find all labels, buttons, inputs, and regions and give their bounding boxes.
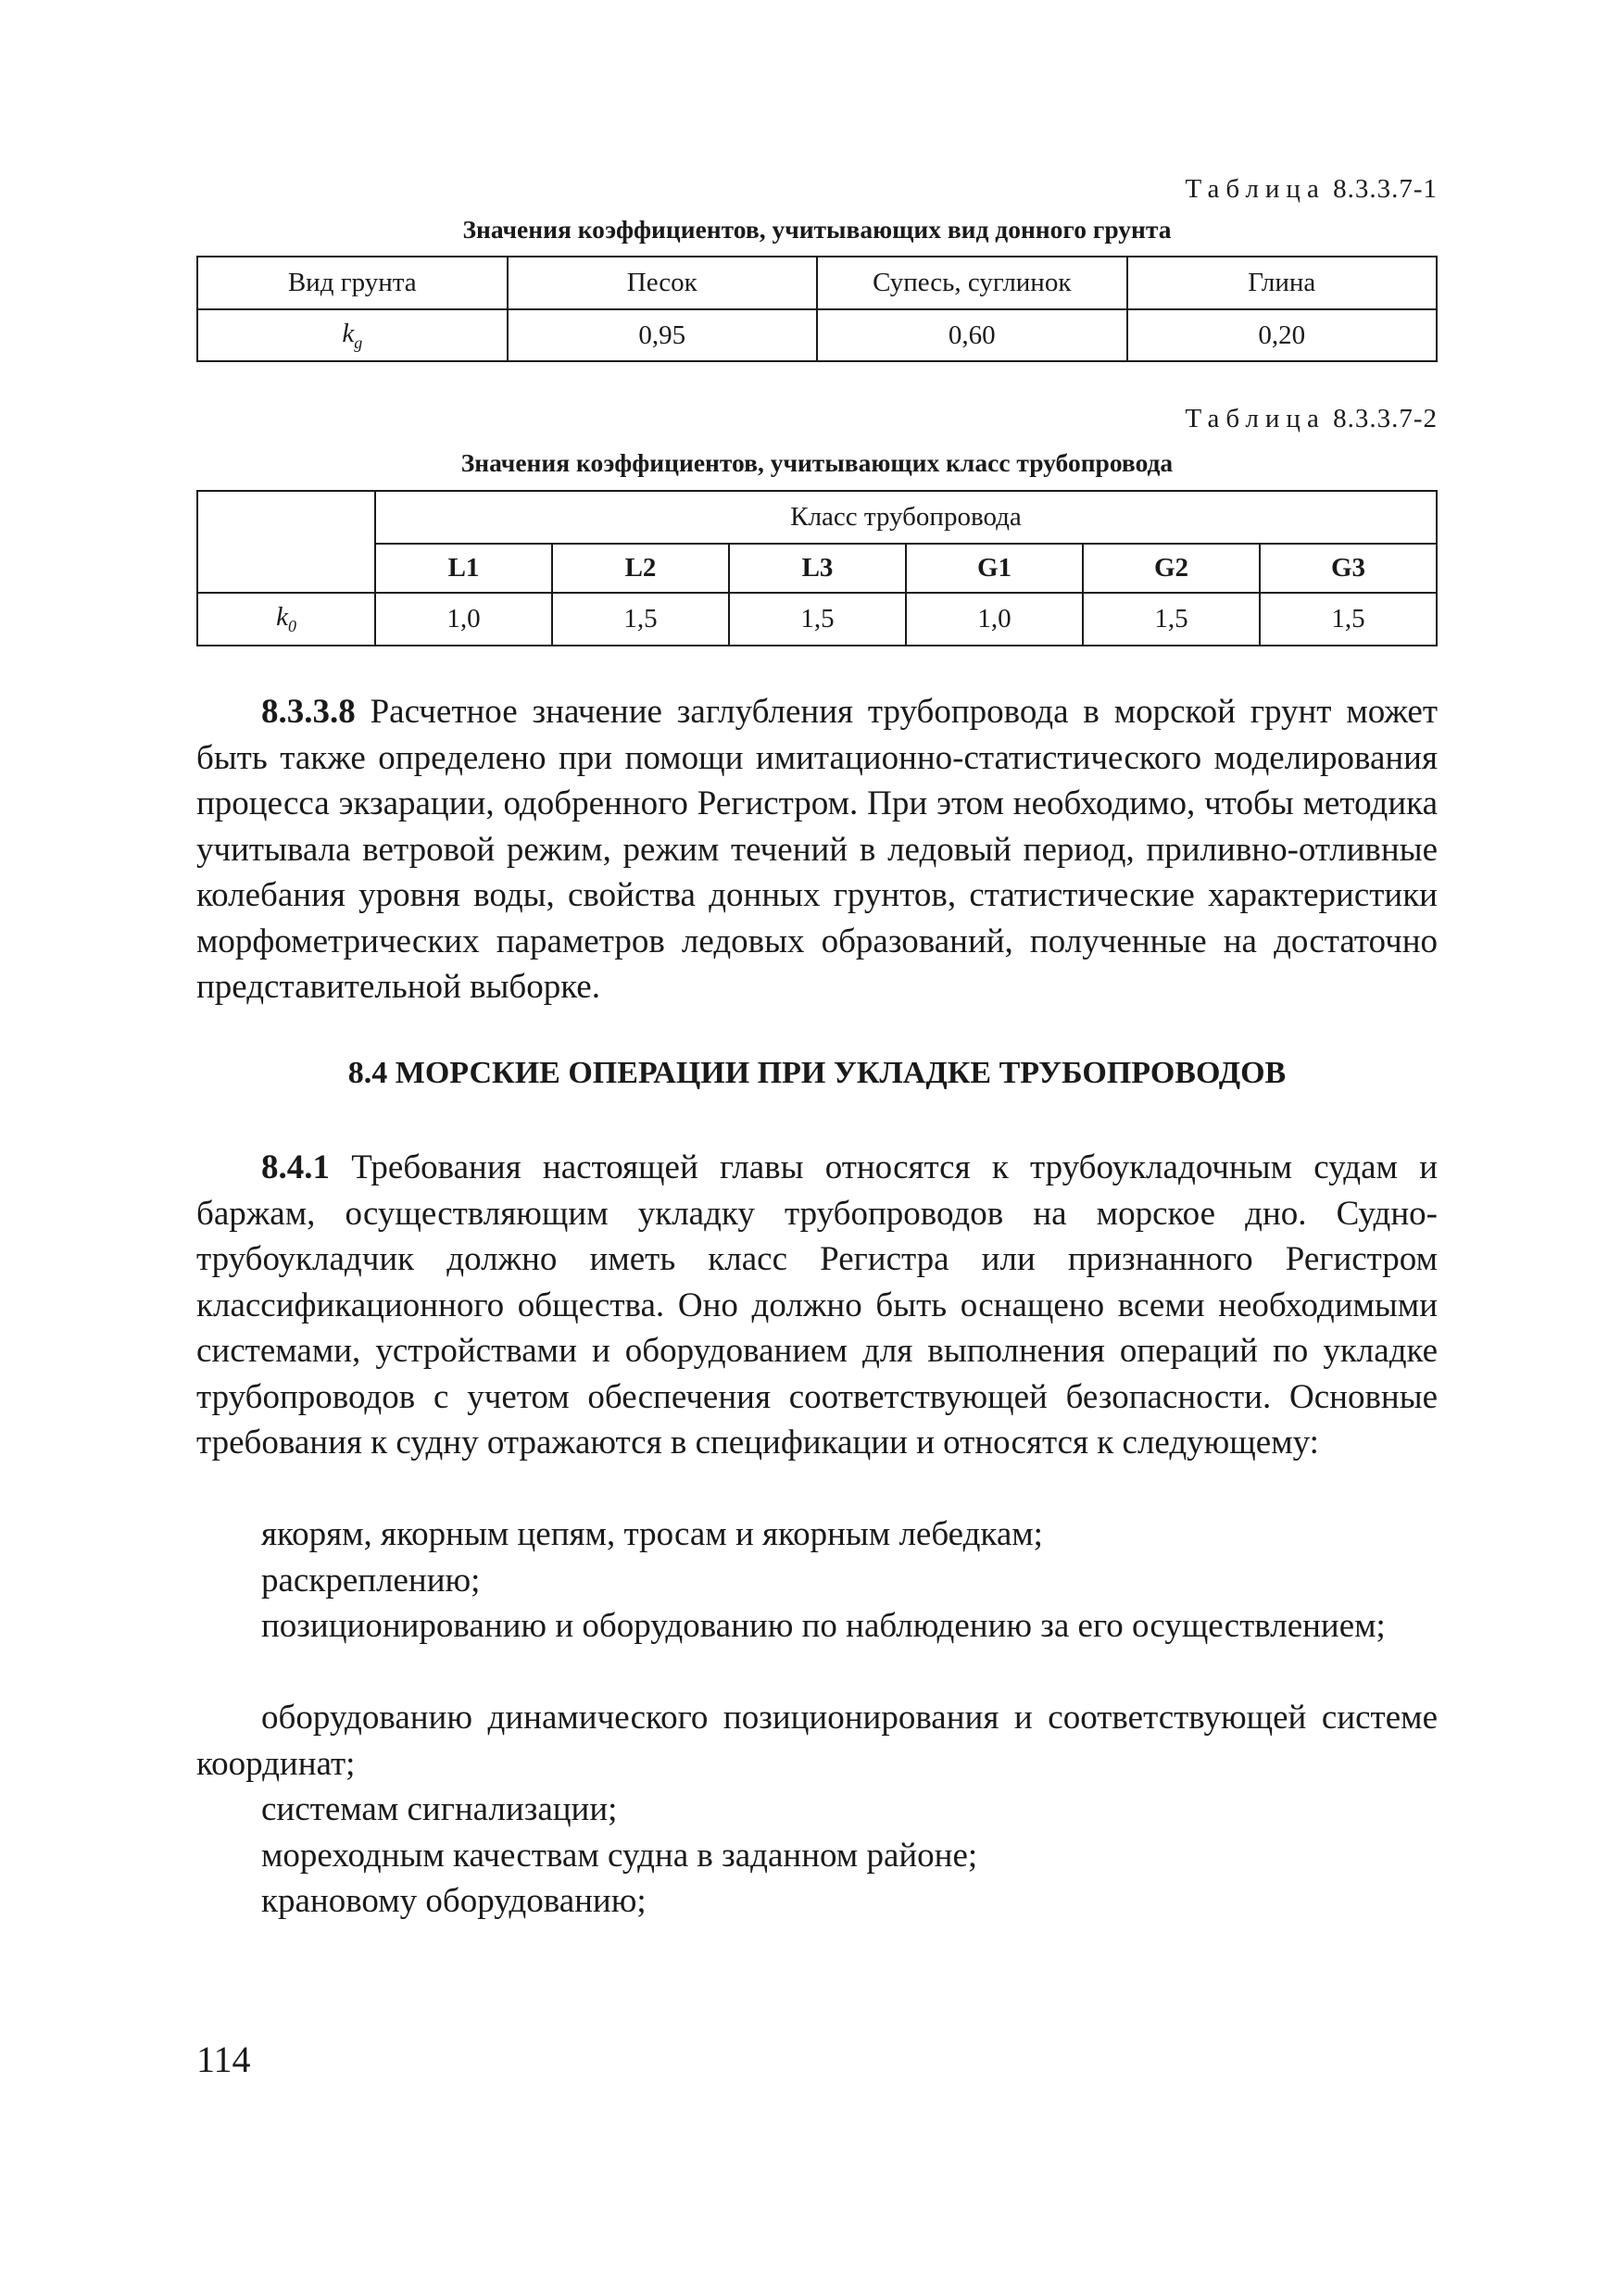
table-1-title: Значения коэффициентов, учитывающих вид донного грунта bbox=[462, 215, 1172, 244]
table-2-row-label bbox=[197, 593, 375, 646]
paragraph-text: Расчетное значение заглубления трубопровода в морской грунт может быть также определено при помощи имитационно-статистического моделирования процесса экзарации, одобренного Регистром. При этом необходимо, чтобы методика учитывала ветровой режим, режим течений в ледовый период, приливно-отливные колебания уровня воды, свойства донных грунтов, статистические характеристики морфометрических параметров ледовых образований, полученные на достаточно представительной выборке. bbox=[196, 693, 1438, 1006]
table-1-caption-word: Таблица bbox=[1185, 174, 1326, 204]
page-number: 114 bbox=[196, 2039, 251, 2080]
table-1 bbox=[196, 256, 1438, 362]
table-2-header-cell: G2 bbox=[1083, 544, 1260, 593]
table-1-header-cell: Глина bbox=[1127, 257, 1438, 309]
list-item: позиционированию и оборудованию по наблюдению за его осуществлением; bbox=[261, 1607, 1386, 1645]
paragraph-number: 8.3.3.8 bbox=[261, 693, 356, 731]
table-1-caption bbox=[1186, 174, 1438, 205]
section-heading-8-4: 8.4 МОРСКИЕ ОПЕРАЦИИ ПРИ УКЛАДКЕ ТРУБОПРОВОДОВ bbox=[347, 1056, 1287, 1090]
table-2-cell: 1,5 bbox=[552, 593, 729, 646]
table-2-caption bbox=[1186, 404, 1438, 434]
list-item: мореходным качествам судна в заданном районе; bbox=[261, 1837, 978, 1875]
kg-subscript: g bbox=[354, 332, 363, 352]
table-2-caption-number: 8.3.3.7-2 bbox=[1333, 404, 1438, 433]
table-2-cell: 1,0 bbox=[906, 593, 1083, 646]
kg-symbol: k bbox=[342, 318, 355, 348]
paragraph-number: 8.4.1 bbox=[261, 1148, 330, 1186]
list-item: системам сигнализации; bbox=[261, 1790, 618, 1828]
paragraph-8-4-1 bbox=[196, 1145, 1438, 1466]
table-2-header-cell: G3 bbox=[1260, 544, 1437, 593]
table-2-title: Значения коэффициентов, учитывающих класс трубопровода bbox=[460, 448, 1174, 477]
table-2-caption-word: Таблица bbox=[1185, 404, 1326, 433]
list-item: якорям, якорным цепям, тросам и якорным лебедкам; bbox=[261, 1515, 1043, 1553]
table-1-cell: 0,95 bbox=[508, 309, 818, 361]
table-2-cell: 1,5 bbox=[1083, 593, 1260, 646]
table-2-corner-cell bbox=[197, 491, 375, 593]
table-2-header-cell: L2 bbox=[552, 544, 729, 593]
table-1-header-cell: Песок bbox=[508, 257, 818, 309]
list-item: крановому оборудованию; bbox=[261, 1882, 647, 1920]
k0-symbol: k bbox=[276, 602, 288, 633]
table-2-cell: 1,5 bbox=[1260, 593, 1437, 646]
table-2-header-cell: L1 bbox=[375, 544, 552, 593]
table-2-row bbox=[197, 593, 1437, 646]
table-2-header-cell: L3 bbox=[729, 544, 906, 593]
table-1-row-label bbox=[197, 309, 508, 361]
table-2 bbox=[196, 490, 1438, 646]
table-2-group-row bbox=[197, 491, 1437, 544]
table-1-header-cell: Супесь, суглинок bbox=[817, 257, 1127, 309]
table-1-cell: 0,60 bbox=[817, 309, 1127, 361]
table-2-header-cell: G1 bbox=[906, 544, 1083, 593]
list-item: раскреплению; bbox=[261, 1562, 481, 1600]
table-2-cell: 1,0 bbox=[375, 593, 552, 646]
k0-subscript: 0 bbox=[287, 616, 296, 635]
table-2-header-row bbox=[197, 544, 1437, 593]
list-item: оборудованию динамического позиционирования и соответствующей системе координат; bbox=[196, 1699, 1438, 1783]
table-1-header-row bbox=[197, 257, 1437, 309]
paragraph-8-3-3-8 bbox=[196, 689, 1438, 1010]
document-page bbox=[196, 0, 1438, 2296]
table-2-group-header: Класс трубопровода bbox=[375, 491, 1437, 544]
paragraph-text: Требования настоящей главы относятся к трубоукладочным судам и баржам, осуществляющим укладку трубопроводов на морское дно. Судно-трубоукладчик должно иметь класс Регистра или признанного Регистром классификационного общества. Оно должно быть оснащено всеми необходимыми системами, устройствами и оборудованием для выполнения операций по укладке трубопроводов с учетом обеспечения соответствующей безопасности. Основные требования к судну отражаются в спецификации и относятся к следующему: bbox=[196, 1148, 1438, 1462]
table-1-row bbox=[197, 309, 1437, 361]
table-1-cell: 0,20 bbox=[1127, 309, 1438, 361]
table-1-caption-number: 8.3.3.7-1 bbox=[1333, 174, 1438, 204]
table-2-cell: 1,5 bbox=[729, 593, 906, 646]
table-1-header-cell: Вид грунта bbox=[197, 257, 508, 309]
